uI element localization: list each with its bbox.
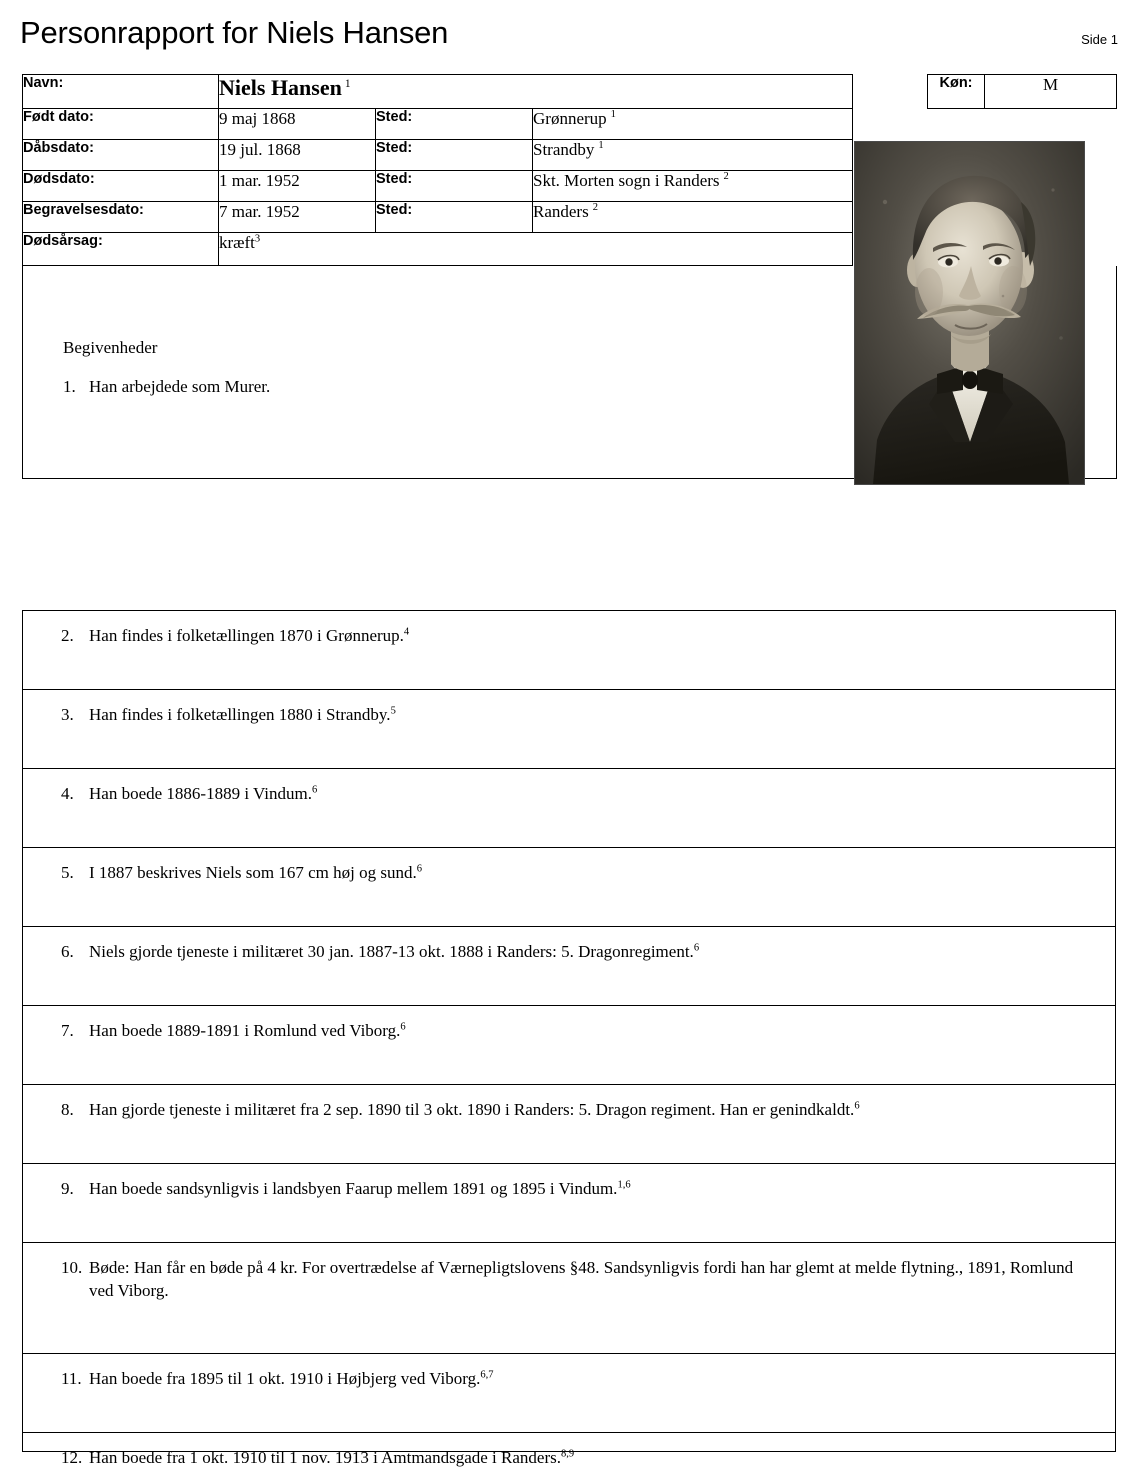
event-citation: 5 [390, 705, 396, 717]
table-row [23, 1433, 1116, 1452]
event-citation: 6 [416, 863, 422, 875]
list-item [23, 690, 1115, 768]
table-row [23, 690, 1116, 769]
table-row [23, 1085, 1116, 1164]
list-item [63, 377, 270, 397]
list-item [23, 1243, 1115, 1353]
event-number: 8. [61, 1100, 74, 1119]
event-description: Han boede 1886-1889 i Vindum. [89, 784, 312, 803]
table-row [23, 611, 1116, 690]
event-description: Han boede fra 1895 til 1 okt. 1910 i Højbjerg ved Viborg. [89, 1369, 481, 1388]
event-citation: 6 [693, 942, 700, 954]
event-cell [23, 1164, 1116, 1243]
event-description: Bøde: Han får en bøde på 4 kr. For overtrædelse af Værnepligtslovens §48. Sandsynligvis fordi han har glemt at melde flytning., 1891, Romlund ved Viborg. [89, 1258, 1074, 1300]
cause-citation: 3 [254, 233, 261, 245]
sex-label: Køn: [928, 75, 985, 109]
event-citation: 6 [400, 1021, 406, 1033]
burial-place-label: Sted: [376, 202, 533, 233]
baptism-place-citation: 1 [598, 140, 604, 152]
event-description: Han boede fra 1 okt. 1910 til 1 nov. 1913 i Amtmandsgade i Randers. [89, 1448, 561, 1467]
event-number: 4. [61, 784, 74, 803]
list-item [23, 848, 1115, 926]
table-row [23, 848, 1116, 927]
name-value-cell [219, 75, 853, 109]
table-row [23, 1164, 1116, 1243]
birth-place-value: Grønnerup [533, 109, 607, 128]
baptism-date-label: Dåbsdato: [23, 140, 219, 171]
event-citation: 6,7 [480, 1369, 494, 1381]
cause-value-cell [219, 233, 853, 266]
list-item [23, 1006, 1115, 1084]
event-citation: 6 [854, 1100, 860, 1112]
death-date-value: 1 mar. 1952 [219, 171, 376, 202]
events-intro-cell [23, 266, 1117, 479]
event-text [89, 782, 1093, 805]
name-citation: 1 [344, 77, 351, 90]
list-item [23, 611, 1115, 689]
event-citation: 1,6 [617, 1179, 631, 1191]
birth-date-value: 9 maj 1868 [219, 109, 376, 140]
report-header [0, 14, 1139, 56]
event-cell [23, 1354, 1116, 1433]
burial-place-citation: 2 [592, 202, 598, 214]
list-item [23, 1164, 1115, 1242]
cause-value: kræft [219, 233, 255, 252]
event-number: 1. [63, 377, 76, 396]
event-text [89, 703, 1093, 726]
table-row [23, 769, 1116, 848]
event-number: 3. [61, 705, 74, 724]
event-description: Han findes i folketællingen 1870 i Grønnerup. [89, 626, 404, 645]
event-citation: 6 [311, 784, 318, 796]
death-place-label: Sted: [376, 171, 533, 202]
event-cell [23, 769, 1116, 848]
burial-place-cell [533, 202, 853, 233]
sex-value: M [985, 75, 1117, 109]
event-text [89, 1256, 1075, 1302]
event-description: Niels gjorde tjeneste i militæret 30 jan. 1887-13 okt. 1888 i Randers: 5. Dragonregiment. [89, 942, 694, 961]
event-number: 6. [61, 942, 74, 961]
birth-place-citation: 1 [610, 109, 616, 121]
page-title: Personrapport for Niels Hansen [20, 15, 449, 50]
list-item [23, 927, 1115, 1005]
table-row-events-intro [23, 266, 1117, 479]
event-cell [23, 1085, 1116, 1164]
table-row [23, 1243, 1116, 1354]
event-text [89, 624, 1093, 647]
event-cell [23, 1243, 1116, 1354]
list-item [23, 1433, 1115, 1467]
birth-place-cell [533, 109, 853, 140]
death-place-value: Skt. Morten sogn i Randers [533, 171, 720, 190]
event-citation: 8,9 [560, 1448, 575, 1460]
death-place-citation: 2 [723, 171, 729, 183]
event-number: 2. [61, 626, 74, 645]
list-item [23, 769, 1115, 847]
table-row [23, 927, 1116, 1006]
event-text [89, 1098, 1093, 1121]
table-row [23, 1006, 1116, 1085]
event-cell [23, 1433, 1116, 1467]
name-value: Niels Hansen [219, 75, 342, 100]
baptism-place-label: Sted: [376, 140, 533, 171]
event-description: I 1887 beskrives Niels som 167 cm høj og sund. [89, 863, 417, 882]
event-cell [23, 927, 1116, 1006]
list-item [23, 1354, 1115, 1432]
event-text [89, 1367, 1093, 1390]
event-description: Han findes i folketællingen 1880 i Strandby. [89, 705, 391, 724]
event-cell [23, 848, 1116, 927]
event-number: 7. [61, 1021, 74, 1040]
birth-place-label: Sted: [376, 109, 533, 140]
table-row [23, 1354, 1116, 1433]
table-row-birth [23, 109, 1117, 140]
death-place-cell [533, 171, 853, 202]
events-heading: Begivenheder [63, 338, 158, 357]
event-description: Han gjorde tjeneste i militæret fra 2 sep. 1890 til 3 okt. 1890 i Randers: 5. Dragon regiment. Han er genindkaldt. [89, 1100, 855, 1119]
list-item [23, 1085, 1115, 1163]
event-description: Han boede 1889-1891 i Romlund ved Viborg. [89, 1021, 401, 1040]
event-text: Han arbejdede som Murer. [89, 377, 271, 396]
events-table [22, 610, 1116, 1467]
event-cell [23, 690, 1116, 769]
event-text [89, 1019, 1093, 1042]
event-text [89, 940, 1093, 963]
event-number: 11. [61, 1369, 82, 1388]
burial-date-label: Begravelsesdato: [23, 202, 219, 233]
cause-label: Dødsårsag: [23, 233, 219, 266]
event-number: 12. [61, 1448, 83, 1467]
death-date-label: Dødsdato: [23, 171, 219, 202]
baptism-place-value: Strandby [533, 140, 595, 159]
event-citation: 4 [403, 626, 410, 638]
baptism-place-cell [533, 140, 853, 171]
event-text [89, 1448, 574, 1467]
page-number-label: Side 1 [1081, 32, 1118, 47]
birth-date-label: Født dato: [23, 109, 219, 140]
burial-date-value: 7 mar. 1952 [219, 202, 376, 233]
event-text [89, 861, 1093, 884]
name-label: Navn: [23, 75, 219, 109]
event-cell [23, 1006, 1116, 1085]
event-description: Han boede sandsynligvis i landsbyen Faarup mellem 1891 og 1895 i Vindum. [89, 1179, 618, 1198]
event-number: 10. [61, 1258, 83, 1277]
baptism-date-value: 19 jul. 1868 [219, 140, 376, 171]
event-number: 5. [61, 863, 74, 882]
event-text [89, 1177, 1093, 1200]
burial-place-value: Randers [533, 202, 589, 221]
person-report-table [22, 74, 1117, 479]
table-row-name [23, 75, 1117, 109]
event-cell [23, 611, 1116, 690]
event-number: 9. [61, 1179, 74, 1198]
